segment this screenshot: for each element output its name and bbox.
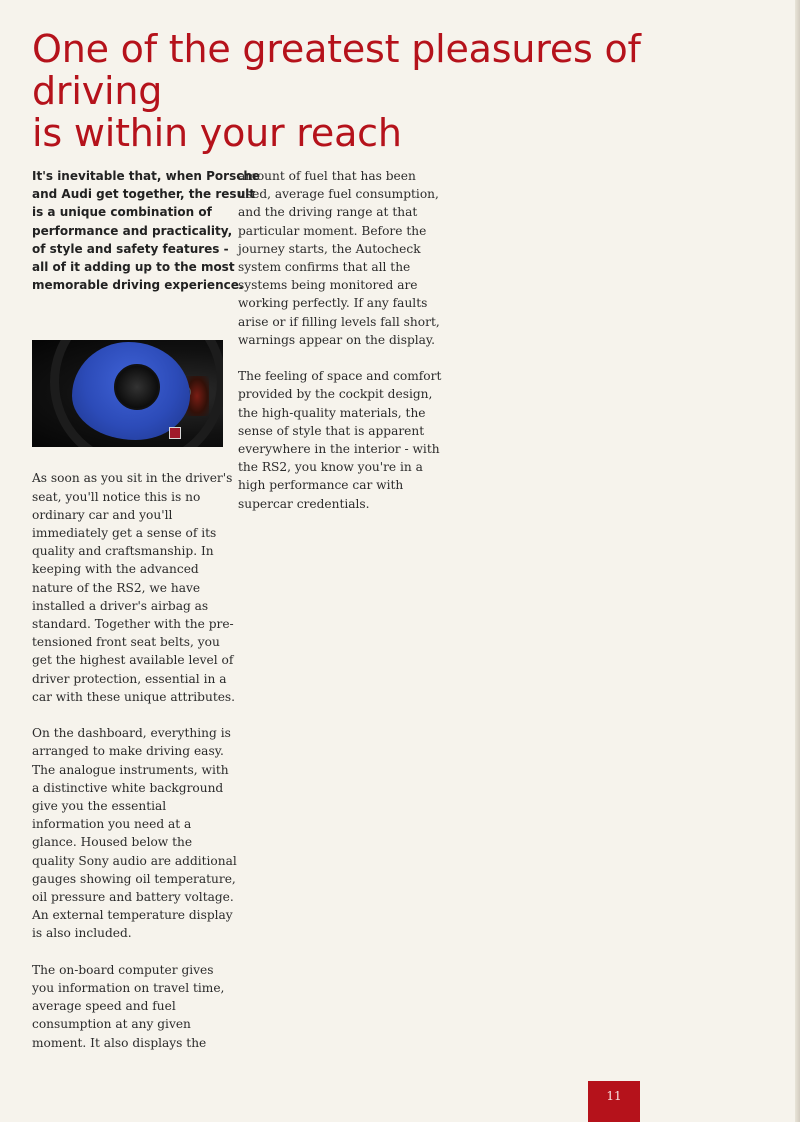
right-column xyxy=(238,167,442,531)
body-line: information you need at a xyxy=(32,817,192,832)
body-line: the RS2, you know you're in a xyxy=(238,460,423,475)
body-line: moment. It also displays the xyxy=(32,1035,207,1050)
intro-line: and Audi get together, the result xyxy=(32,187,255,202)
body-line: the high-quality materials, the xyxy=(238,405,426,420)
body-line: provided by the cockpit design, xyxy=(238,387,433,402)
body-line: amount of fuel that has been xyxy=(238,169,416,183)
body-line: consumption at any given xyxy=(32,1017,191,1032)
body-line: arise or if filling levels fall short, xyxy=(238,314,440,329)
body-line: give you the essential xyxy=(32,799,167,814)
left-column xyxy=(32,167,261,1070)
body-line: The analogue instruments, with xyxy=(32,762,229,777)
body-line: high performance car with xyxy=(238,478,404,493)
body-line: seat, you'll notice this is no xyxy=(32,489,201,504)
body-line: nature of the RS2, we have xyxy=(32,580,201,595)
body-line: oil pressure and battery voltage. xyxy=(32,890,234,905)
body-line: everywhere in the interior - with xyxy=(238,442,440,457)
body-line: systems being monitored are xyxy=(238,278,418,293)
body-line: glance. Housed below the xyxy=(32,835,193,850)
page-number-tab xyxy=(588,1081,640,1122)
body-line: quality Sony audio are additional xyxy=(32,853,237,868)
body-paragraph-seat xyxy=(32,469,236,706)
body-line: installed a driver's airbag as xyxy=(32,598,209,613)
body-line: On the dashboard, everything is xyxy=(32,726,231,741)
body-line: driver protection, essential in a xyxy=(32,671,227,686)
body-line: quality and craftsmanship. In xyxy=(32,544,214,559)
body-line: immediately get a sense of its xyxy=(32,526,217,541)
body-line: warnings appear on the display. xyxy=(238,332,436,347)
body-paragraph-dashboard xyxy=(32,724,237,942)
body-line: car with these unique attributes. xyxy=(32,689,236,704)
intro-line: memorable driving experience. xyxy=(32,278,244,293)
body-line: An external temperature display xyxy=(32,908,233,923)
headline-line: One of the greatest pleasures of driving xyxy=(32,27,641,113)
body-line: average speed and fuel xyxy=(32,999,176,1014)
body-line: you information on travel time, xyxy=(32,981,225,996)
page-headline xyxy=(32,28,772,154)
body-paragraph-fuel xyxy=(238,167,438,349)
body-line: gauges showing oil temperature, xyxy=(32,871,236,886)
body-line: journey starts, the Autocheck xyxy=(238,241,421,256)
intro-line: of style and safety features - xyxy=(32,241,229,256)
body-line: standard. Together with the pre- xyxy=(32,617,234,632)
body-line: get the highest available level of xyxy=(32,653,234,668)
body-line: working perfectly. If any faults xyxy=(238,296,428,311)
intro-line: It's inevitable that, when Porsche xyxy=(32,169,261,183)
body-line: particular moment. Before the xyxy=(238,223,427,238)
page-edge xyxy=(795,0,800,1122)
body-line: The on-board computer gives xyxy=(32,962,214,977)
rs-badge xyxy=(169,427,181,439)
body-line: a distinctive white background xyxy=(32,780,224,795)
intro-line: all of it adding up to the most xyxy=(32,260,235,275)
headline-line: is within your reach xyxy=(32,111,402,155)
body-line: arranged to make driving easy. xyxy=(32,744,224,759)
body-line: The feeling of space and comfort xyxy=(238,369,442,384)
body-line: sense of style that is apparent xyxy=(238,423,425,438)
body-line: supercar credentials. xyxy=(238,496,370,511)
body-line: tensioned front seat belts, you xyxy=(32,635,220,650)
intro-line: performance and practicality, xyxy=(32,223,233,238)
intro-paragraph xyxy=(32,167,261,294)
body-line: and the driving range at that xyxy=(238,205,418,220)
body-line: used, average fuel consumption, xyxy=(238,187,439,202)
intro-line: is a unique combination of xyxy=(32,205,212,220)
body-line: keeping with the advanced xyxy=(32,562,199,577)
body-line: is also included. xyxy=(32,926,132,941)
page-number: 11 xyxy=(606,1089,622,1103)
body-line: ordinary car and you'll xyxy=(32,507,173,522)
body-line: As soon as you sit in the driver's xyxy=(32,471,233,486)
body-line: system confirms that all the xyxy=(238,260,411,275)
body-paragraph-computer xyxy=(32,961,227,1052)
steering-wheel-photo xyxy=(32,340,223,447)
body-paragraph-comfort xyxy=(238,367,442,513)
